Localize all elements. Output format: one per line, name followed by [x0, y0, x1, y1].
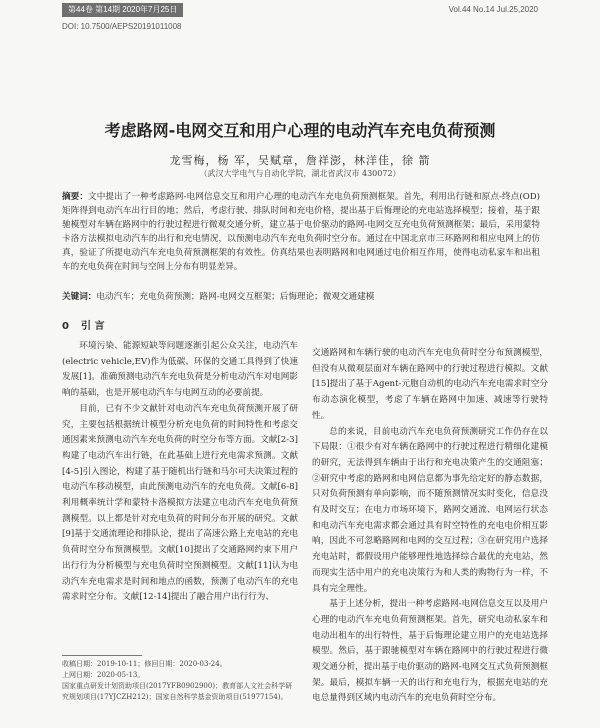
paragraph: 基于上述分析，提出一种考虑路网-电网信息交互以及用户心理的电动汽车充电负荷预测框架。首先，研究电动私家车和电动出租车的出行特性，基于后悔理论建立用户的充电站选择模型。然后，基于跟驰模型对车辆在路网中的行驶过程进行微观交通分析，提出基于电价驱动的路网-电网交互式负荷预测框架。最后，模拟车辆一天的出行和充电行为，根据充电站的充电总量得到区域内电动汽车的充电负荷时空分布。 [312, 599, 548, 704]
authors: 龙雪梅，杨 军，吴赋章，詹祥澎，林洋佳，徐 箭 [169, 154, 431, 167]
section-heading [62, 318, 298, 336]
left-column [62, 318, 298, 606]
keywords-text: 电动汽车；充电负荷预测；路网-电网交互框架；后悔理论；微观交通建模 [96, 292, 375, 302]
abstract-label: 摘要： [62, 192, 89, 202]
journal-issue-label: 第44卷 第14期 2020年7月25日 [62, 3, 183, 17]
paragraph: 交通路网和车辆行驶的电动汽车充电负荷时空分布预测模型，但没有从微观层面对车辆在路网中的行驶过程进行模拟。文献[15]提出了基于Agent-元胞自动机的电动汽车充电需求时空分布动态演化模型，考虑了车辆在路网中加速、减速等行驶特性。 [312, 348, 548, 421]
affiliation: （武汉大学电气与自动化学院，湖北省武汉市 430072） [199, 169, 401, 178]
journal-volume-label: Vol.44 No.14 Jul.25,2020 [448, 5, 538, 14]
footnote-received: 收稿日期：2019-10-11；修回日期：2020-03-24。 [62, 660, 227, 668]
doi-label: DOI: 10.7500/AEPS20191011008 [62, 22, 182, 31]
paragraph: 目前，已有不少文献针对电动汽车充电负荷预测开展了研究，主要包括根据统计模型分析充电负荷的时间特性和考虑交通因素来预测电动汽车充电负荷的时空分布等方面。文献[2-3]构建了电动汽车出行链，在此基础上进行充电需求预测。文献[4-5]引入图论，构建了基于随机出行链和马尔可夫决策过程的电动汽车移动模型，由此预测电动汽车的充电负荷。文献[6-8]利用概率统计学和蒙特卡洛模拟方法建立电动汽车充电负荷预测模型。以上都是针对充电负荷的时间分布开展的研究。文献[9]基于交通流理论和排队论，提出了高速公路上充电站的充电负荷时空分布预测模型。文献[10]提出了交通路网约束下用户出行行为分析模型与充电负荷时空预测模型。文献[11]认为电动汽车充电需求是时间和地点的函数，预测了电动汽车的充电需求时空分布。文献[12-14]提出了融合用户出行行为、 [62, 403, 298, 603]
paragraph: 环境污染、能源短缺等问题逐渐引起公众关注，电动汽车(electric vehicle,EV)作为低碳、环保的交通工具得到了快速发展[1]。准确预测电动汽车充电负荷是分析电动汽车对电网影响的基础，也是开展电动汽车与电网互动的必要前提。 [62, 341, 298, 399]
paper-title: 考虑路网-电网交互和用户心理的电动汽车充电负荷预测 [104, 121, 496, 140]
footnotes [62, 659, 298, 703]
keywords-label: 关键词： [62, 292, 97, 302]
paragraph: 总的来说，目前电动汽车充电负荷预测研究工作仍存在以下局限：①很少有对车辆在路网中的行驶过程进行精细化建模的研究，无法得到车辆由于出行和充电决策产生的交通阻塞；②研究中考虑的路网和电网信息都为事先给定好的静态数据，只对负荷预测有单向影响，而不随预测情况实时变化，信息没有及时交互；在电力市场环境下，路网交通流、电网运行状态和电动汽车充电需求都会通过具有时空特性的充电电价相互影响，因此不可忽略路网和电网的交互过程；③在研究用户选择充电站时，都假设用户能够理性地选择综合最优的充电站，然而现实生活中用户的充电决策行为和人类的购物行为一样，不具有完全理性。 [312, 426, 548, 594]
footnote-divider [62, 655, 142, 656]
footnote-online: 上网日期：2020-05-13。 [62, 671, 145, 679]
section-number: 0 [62, 321, 69, 332]
abstract-text: 文中提出了一种考虑路网-电网信息交互和用户心理的电动汽车充电负荷预测框架。首先，利用出行链和原点-终点(OD)矩阵得到电动汽车出行目的地；然后，考虑行驶、排队时间和充电价格，提出基于后悔理论的充电站选择模型；接着，基于跟驰模型对车辆在路网中的行驶过程进行微观交通分析，建立基于电价驱动的路网-电网交互充电负荷预测框架；最后，采用蒙特卡洛方法模拟电动汽车的出行和充电情况，以预测电动汽车充电负荷时空分布。通过在中国北京市三环路网和相应电网上的仿真，验证了所提电动汽车充电负荷预测框架的有效性。仿真结果也表明路网和电网通过电价相互作用，使得电动私家车和出租车的充电负荷在时间与空间上分布有明显差异。 [62, 192, 540, 272]
footnote-funding: 国家重点研发计划资助项目(2017YFB0902900)；教育部人文社会科学研究规划项目(17YJCZH212)；国家自然科学基金资助项目(51977154)。 [62, 682, 293, 701]
abstract [62, 190, 540, 274]
section-title: 引 言 [80, 321, 105, 332]
keywords [62, 290, 540, 304]
journal-header [0, 0, 600, 20]
right-column [312, 346, 548, 707]
